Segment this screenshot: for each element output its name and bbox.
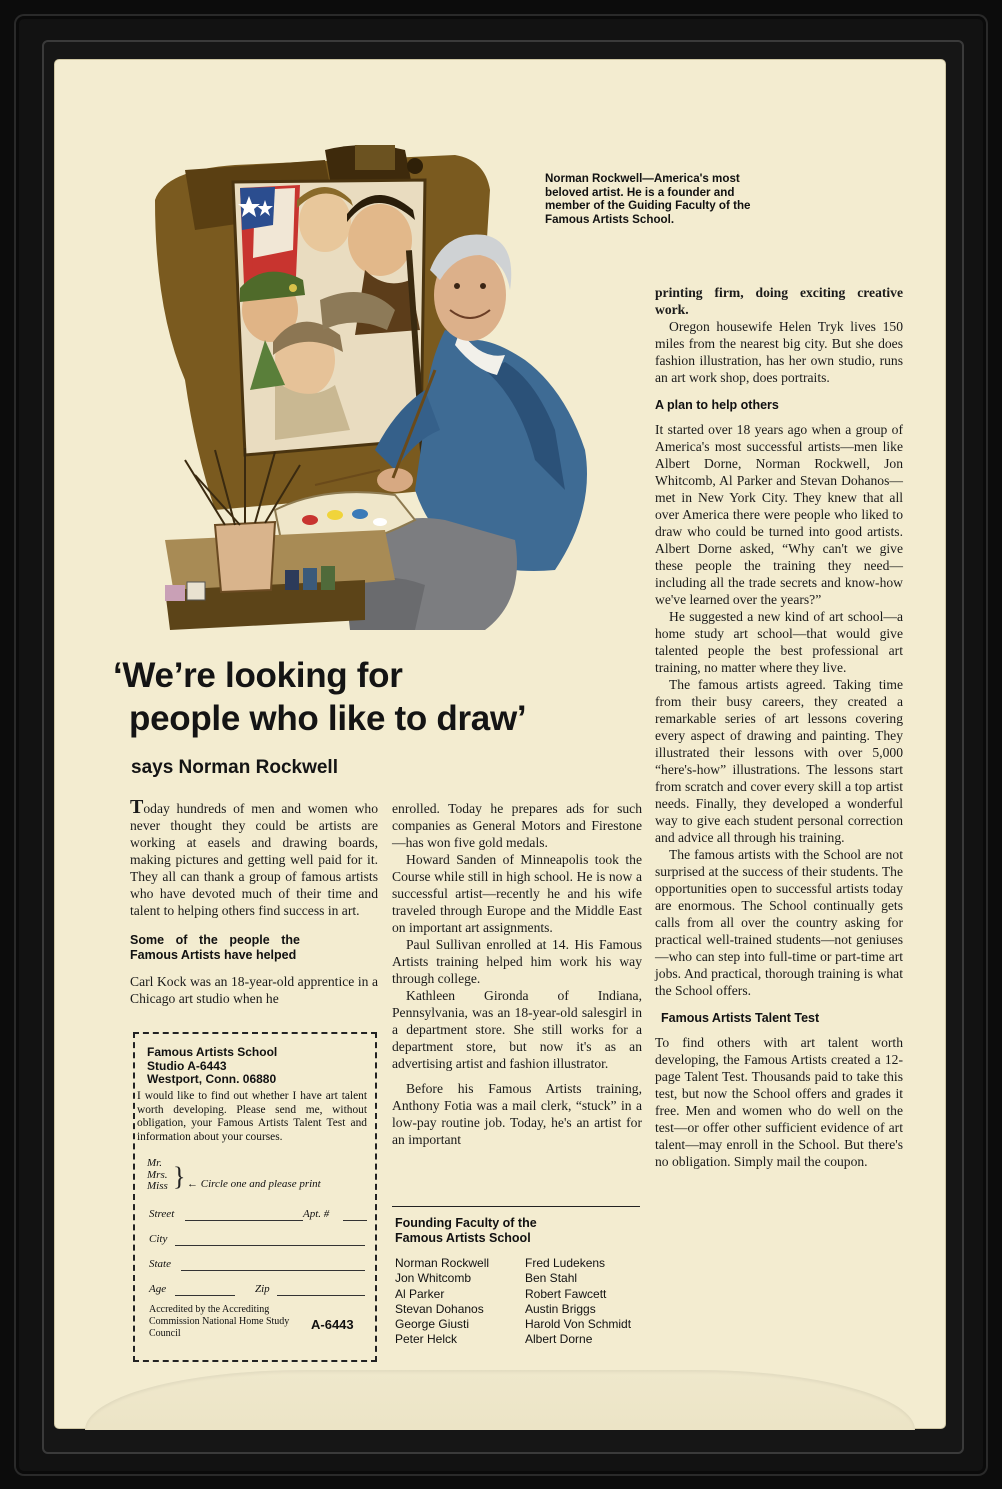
apt-field[interactable] <box>343 1220 367 1221</box>
zip-field[interactable] <box>277 1295 365 1296</box>
column-3 <box>655 284 903 1170</box>
title-options[interactable] <box>147 1158 168 1193</box>
plan-subhead: A plan to help others <box>655 398 779 412</box>
col3-paragraph-5: The famous artists agreed. Taking time from their busy careers, they created a remarkable series of art lessons covering every aspect of drawing and painting. They illustrated their lessons with over 5,000 “here's-how” illustrations. The lessons start from scratch and cover every skill a top artist needs. Finally, they developed a wonderful way to give each student personal correction and advice all through his training. <box>655 677 903 845</box>
age-field[interactable] <box>175 1295 235 1296</box>
faculty-name: Jon Whitcomb <box>395 1271 472 1286</box>
col2-paragraph-4: Kathleen Gironda of Indiana, Pennsylvania, was an 18-year-old salesgirl in a department store. She still works for a department store, but now it's as an advertising artist and fashion illustrator. <box>392 988 642 1071</box>
title-mrs[interactable]: Mrs. <box>147 1168 168 1181</box>
state-field[interactable] <box>181 1270 365 1271</box>
col2-paragraph-3: Paul Sullivan enrolled at 14. His Famous Artists training helped him work his way through college. <box>392 937 642 986</box>
faculty-name: Stevan Dohanos <box>395 1301 484 1316</box>
col3-paragraph-3: It started over 18 years ago when a group of America's most successful artists—men like Albert Dorne, Norman Rockwell, Jon Whitcomb, Al Parker and Stevan Dohanos—met in New York City. They knew that all over America there were people who liked to draw who could be turned into good artists. Albert Dorne asked, “Why can't we give these people the training they need—including all the trade secrets and know-how we've learned over the years?” <box>655 422 903 607</box>
column-2 <box>392 800 642 1148</box>
drop-cap: T <box>130 796 144 818</box>
subheadline: says Norman Rockwell <box>131 757 338 778</box>
intro-paragraph <box>130 796 378 919</box>
faculty-name: Austin Briggs <box>525 1301 596 1316</box>
column-1 <box>130 796 378 1007</box>
faculty-list-left <box>395 1256 525 1348</box>
headline-line-2: people who like to draw’ <box>129 699 527 738</box>
faculty-list-right <box>525 1256 655 1348</box>
coupon-body: I would like to find out whether I have art talent worth developing. Please send me, without obligation, your Famous Artists Talent Test and information about your courses. <box>137 1090 367 1143</box>
state-label: State <box>149 1258 171 1270</box>
coupon-code: A-6443 <box>311 1317 354 1332</box>
helped-subhead: Some of the people the Famous Artists have helped <box>130 933 300 962</box>
illustration-caption: Norman Rockwell—America's most beloved artist. He is a founder and member of the Guiding Faculty of the Famous Artists School. <box>545 172 751 226</box>
col2-paragraph-1: enrolled. Today he prepares ads for such companies as General Motors and Firestone—has won five gold medals. <box>392 801 642 850</box>
faculty-name: Norman Rockwell <box>395 1256 490 1270</box>
faculty-name: Albert Dorne <box>525 1332 593 1347</box>
intro-text: oday hundreds of men and women who never thought they could be artists are working at easels and drawing boards, making pictures and getting well paid for it. They all can thank a group of famous artists who have devoted much of their time and talent to helping others find success in art. <box>130 801 378 918</box>
carl-kock-paragraph: Carl Kock was an 18-year-old apprentice in a Chicago art studio when he <box>130 974 378 1006</box>
headline-line-1: ‘We’re looking for <box>113 656 403 695</box>
coupon-school: Famous Artists School <box>147 1045 278 1059</box>
back-cover-page <box>55 60 945 1428</box>
apt-label: Apt. # <box>303 1208 330 1220</box>
circle-note: ← Circle one and please print <box>187 1178 321 1190</box>
coupon-studio: Studio A-6443 <box>147 1058 227 1073</box>
bag-overlap-shadow <box>85 1370 915 1430</box>
coupon-address <box>147 1046 277 1087</box>
mail-coupon <box>133 1032 377 1362</box>
faculty-name: Harold Von Schmidt <box>525 1317 632 1332</box>
col2-paragraph-2: Howard Sanden of Minneapolis took the Course while still in high school. He is now a successful artist—recently he and his wife traveled through Europe and the Middle East on important art assignments. <box>392 852 642 935</box>
talent-test-subhead: Famous Artists Talent Test <box>661 1011 820 1025</box>
col3-paragraph-4: He suggested a new kind of art school—a home study art school—that would give talented people the best professional art training, no matter where they live. <box>655 609 903 675</box>
age-label: Age <box>149 1283 167 1295</box>
zip-label: Zip <box>255 1283 270 1295</box>
faculty-name: Robert Fawcett <box>525 1286 607 1301</box>
col3-paragraph-7: To find others with art talent worth developing, the Famous Artists created a 12-page Talent Test. Thousands paid to take this test, but now the School offers and grades it free. Men and women who do well on the test—or offer other sufficient evidence of art talent—may enroll in the School. But there's no obligation. Simply mail the coupon. <box>655 1035 903 1169</box>
faculty-name: Ben Stahl <box>525 1271 578 1286</box>
col2-paragraph-5: Before his Famous Artists training, Anthony Fotia was a mail clerk, “stuck” in a low-pay routine job. Today, he's an artist for an important <box>392 1081 642 1147</box>
col3-paragraph-1: printing firm, doing exciting creative work. <box>655 285 903 317</box>
title-mr[interactable]: Mr. <box>147 1157 162 1169</box>
faculty-name: Al Parker <box>395 1286 445 1301</box>
faculty-name: Peter Helck <box>395 1332 458 1347</box>
col3-paragraph-6: The famous artists with the School are not surprised at the success of their students. The opportunities open to successful artists today are enormous. The School continually gets calls from all over the country asking for practical well-trained students—not geniuses—who can step into full-time or part-time art jobs. And practical, thorough training is what the School offers. <box>655 847 903 998</box>
city-field[interactable] <box>175 1245 365 1246</box>
faculty-name: Fred Ludekens <box>525 1256 606 1270</box>
coupon-city: Westport, Conn. 06880 <box>147 1072 277 1086</box>
title-miss[interactable]: Miss <box>147 1180 168 1192</box>
street-label: Street <box>149 1208 175 1220</box>
headline <box>113 654 593 740</box>
col3-paragraph-2: Oregon housewife Helen Tryk lives 150 miles from the nearest big city. But she does fashion illustration, has her own studio, runs an art work shop, does portraits. <box>655 319 903 385</box>
title-brace: } <box>173 1162 186 1191</box>
city-label: City <box>149 1233 168 1245</box>
faculty-rule <box>392 1206 640 1207</box>
faculty-name: George Giusti <box>395 1317 470 1332</box>
accreditation-note: Accredited by the Accrediting Commission National Home Study Council <box>149 1304 290 1339</box>
faculty-title: Founding Faculty of the Famous Artists School <box>395 1216 537 1245</box>
street-field[interactable] <box>185 1220 303 1221</box>
